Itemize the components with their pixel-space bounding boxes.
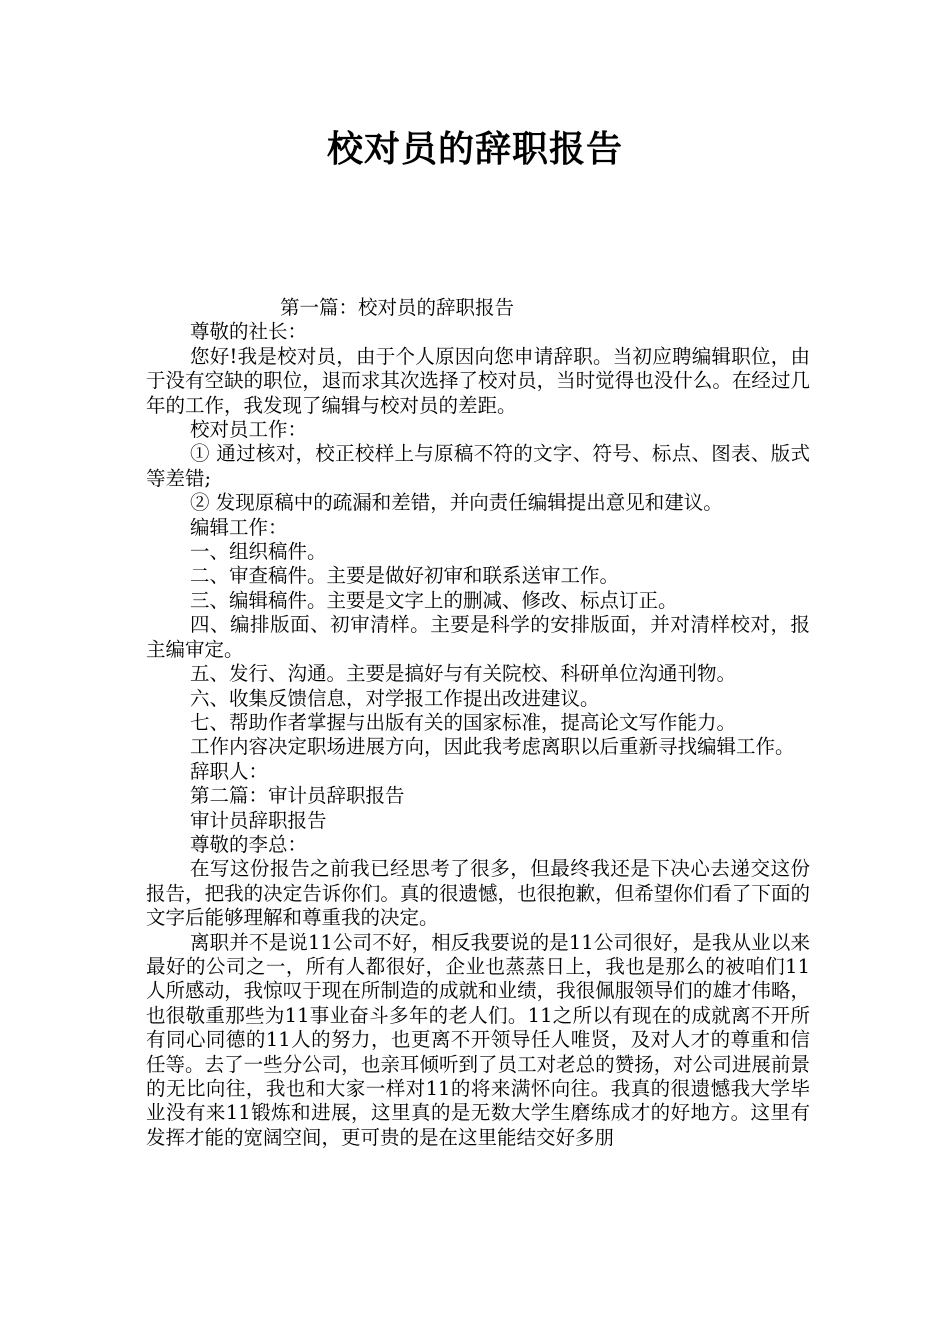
document-title: 校对员的辞职报告 [326,129,623,170]
list-item: 三、编辑稿件。主要是文字上的删减、修改、标点订正。 [190,588,678,612]
paragraph: 在写这份报告之前我已经思考了很多，但最终我还是下决心去递交这份报告，把我的决定告诉你们。真的很遗憾，也很抱歉，但希望你们看了下面的文字后能够理解和尊重我的决定。 [146,857,810,930]
salutation: 尊敬的李总： [190,832,308,856]
list-item: 六、收集反馈信息，对学报工作提出改进建议。 [190,686,600,710]
document-body [146,296,810,1150]
paragraph: 您好!我是校对员，由于个人原因向您申请辞职。当初应聘编辑职位，由于没有空缺的职位，退而求其次选择了校对员，当时觉得也没什么。在经过几年的工作，我发现了编辑与校对员的差距。 [146,344,810,417]
list-item: 七、帮助作者掌握与出版有关的国家标准，提高论文写作能力。 [190,710,737,734]
salutation: 尊敬的社长： [190,320,308,344]
section-heading-1: 第一篇：校对员的辞职报告 [280,296,515,319]
subheading: 审计员辞职报告 [190,808,327,832]
list-item: 二、审查稿件。主要是做好初审和联系送审工作。 [190,564,620,588]
list-item: ① 通过核对，校正校样上与原稿不符的文字、符号、标点、图表、版式等差错; [146,442,810,490]
paragraph: 离职并不是说11公司不好，相反我要说的是11公司很好，是我从业以来最好的公司之一，所有人都很好，企业也蒸蒸日上，我也是那么的被咱们11人所感动，我惊叹于现在所制造的成就和业绩，我很佩服领导们的雄才伟略，也很敬重那些为11事业奋斗多年的老人们。11之所以有现在的成就离不开所有同心同德的11人的努力，也更离不开领导任人唯贤，及对人才的尊重和信任等。去了一些分公司，也亲耳倾听到了员工对老总的赞扬，对公司进展前景的无比向往，我也和大家一样对11的将来满怀向往。我真的很遗憾我大学毕业没有来11锻炼和进展，这里真的是无数大学生磨练成才的好地方。这里有发挥才能的宽阔空间，更可贵的是在这里能结交好多朋 [146,930,810,1149]
subheading: 编辑工作： [190,515,288,539]
list-item: 一、组织稿件。 [190,540,327,564]
list-item: ② 发现原稿中的疏漏和差错，并向责任编辑提出意见和建议。 [190,491,723,515]
list-item: 五、发行、沟通。主要是搞好与有关院校、科研单位沟通刊物。 [190,662,737,686]
paragraph: 工作内容决定职场进展方向，因此我考虑离职以后重新寻找编辑工作。 [190,735,795,759]
list-item: 四、编排版面、初审清样。主要是科学的安排版面，并对清样校对，报主编审定。 [146,613,810,661]
section-heading-2: 第二篇：审计员辞职报告 [190,784,405,808]
signature-line: 辞职人： [190,759,269,783]
subheading: 校对员工作： [190,418,308,442]
